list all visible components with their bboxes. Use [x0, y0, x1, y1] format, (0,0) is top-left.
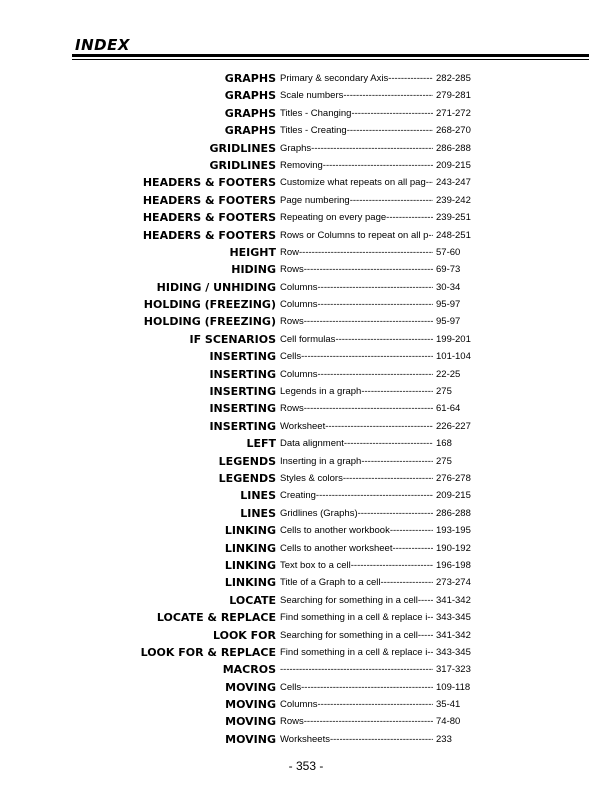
index-pages: 199-201 — [436, 333, 471, 345]
dot-leader — [325, 421, 433, 432]
index-term: HIDING — [231, 263, 276, 277]
index-entry — [0, 697, 612, 714]
index-description-text: Rows — [280, 403, 304, 415]
index-entry — [0, 297, 612, 314]
index-pages: 343-345 — [436, 612, 471, 624]
index-term: GRAPHS — [224, 106, 276, 120]
dot-leader — [392, 543, 433, 554]
index-description — [280, 90, 433, 101]
index-pages: 61-64 — [436, 403, 461, 415]
title-rule-thick — [72, 54, 589, 57]
dot-leader — [361, 386, 433, 397]
index-description-text: Data alignment — [280, 438, 344, 450]
dot-leader — [318, 299, 434, 310]
index-description — [280, 716, 433, 727]
dot-leader — [381, 577, 433, 588]
index-description — [280, 612, 433, 623]
dot-leader — [301, 351, 433, 362]
index-pages: 243-247 — [436, 177, 471, 189]
index-term: HOLDING (FREEZING) — [143, 315, 276, 329]
index-description — [280, 543, 433, 554]
index-entry — [0, 628, 612, 645]
index-description — [280, 647, 433, 658]
index-term: LINKING — [224, 558, 276, 572]
index-entry — [0, 488, 612, 505]
dot-leader — [304, 403, 433, 414]
index-description-text: Creating — [280, 490, 316, 502]
index-term: HIDING / UNHIDING — [156, 280, 276, 294]
index-term: HOLDING (FREEZING) — [143, 298, 276, 312]
index-pages: 190-192 — [436, 542, 471, 554]
index-pages: 239-251 — [436, 212, 471, 224]
dot-leader — [427, 647, 433, 658]
index-description — [280, 508, 433, 519]
index-entry — [0, 714, 612, 731]
index-description — [280, 734, 433, 745]
index-description-text: Gridlines (Graphs) — [280, 507, 358, 519]
dot-leader — [343, 473, 433, 484]
dot-leader — [390, 525, 433, 536]
dot-leader — [316, 490, 433, 501]
index-entry — [0, 262, 612, 279]
index-description-text: Find something in a cell & replace i — [280, 646, 428, 658]
index-entry — [0, 541, 612, 558]
index-pages: 22-25 — [436, 368, 461, 380]
index-pages: 74-80 — [436, 716, 461, 728]
index-term: HEIGHT — [229, 245, 276, 259]
index-term: MACROS — [222, 663, 276, 677]
index-pages: 95-97 — [436, 316, 461, 328]
index-pages: 271-272 — [436, 107, 471, 119]
index-description — [280, 73, 433, 84]
index-entry — [0, 228, 612, 245]
index-pages: 168 — [436, 438, 452, 450]
dot-leader — [330, 734, 433, 745]
index-description-text: Title of a Graph to a cell — [280, 577, 381, 589]
index-entry — [0, 349, 612, 366]
index-term: MOVING — [225, 715, 276, 729]
dot-leader — [344, 438, 433, 449]
index-term: LINES — [240, 489, 276, 503]
index-description-text: Customize what repeats on all pag — [280, 177, 426, 189]
index-description — [280, 490, 433, 501]
index-description-text: Cells — [280, 681, 302, 693]
index-term: HEADERS & FOOTERS — [142, 228, 276, 242]
index-pages: 193-195 — [436, 525, 471, 537]
dot-leader — [311, 143, 433, 154]
index-entry — [0, 523, 612, 540]
index-description-text: Titles - Creating — [280, 125, 347, 137]
index-description — [280, 525, 433, 536]
index-description-text: Graphs — [280, 142, 312, 154]
index-description-text: Repeating on every page — [280, 212, 387, 224]
index-term: INSERTING — [209, 350, 276, 364]
index-pages: 233 — [436, 733, 452, 745]
index-entry — [0, 123, 612, 140]
index-description — [280, 664, 433, 675]
index-description — [280, 195, 433, 206]
index-description — [280, 560, 433, 571]
index-description-text: Columns — [280, 368, 318, 380]
index-pages: 30-34 — [436, 281, 461, 293]
index-term: LOCATE — [229, 593, 276, 607]
dot-leader — [388, 73, 433, 84]
index-entry — [0, 106, 612, 123]
page-number: - 353 - — [288, 759, 324, 773]
index-description-text: Searching for something in a cell — [280, 594, 418, 606]
dot-leader — [351, 108, 433, 119]
index-pages: 286-288 — [436, 142, 471, 154]
index-description — [280, 316, 433, 327]
index-pages: 209-215 — [436, 490, 471, 502]
index-description-text: Legends in a graph — [280, 386, 362, 398]
index-term: INSERTING — [209, 402, 276, 416]
index-description-text: Worksheets — [280, 733, 330, 745]
dot-leader — [299, 247, 433, 258]
index-pages: 209-215 — [436, 159, 471, 171]
dot-leader — [426, 177, 433, 188]
index-description-text: Scale numbers — [280, 90, 344, 102]
index-description — [280, 247, 433, 258]
index-term: GRAPHS — [224, 89, 276, 103]
index-description-text: Searching for something in a cell — [280, 629, 418, 641]
index-pages: 57-60 — [436, 246, 461, 258]
index-description — [280, 699, 433, 710]
index-description — [280, 125, 433, 136]
dot-leader — [318, 369, 434, 380]
index-entry — [0, 314, 612, 331]
index-entry — [0, 645, 612, 662]
dot-leader — [323, 160, 433, 171]
index-description-text: Removing — [280, 159, 323, 171]
index-entry — [0, 367, 612, 384]
index-description-text: Styles & colors — [280, 472, 343, 484]
index-term: MOVING — [225, 680, 276, 694]
index-pages: 109-118 — [436, 681, 471, 693]
index-description — [280, 369, 433, 380]
index-pages: 196-198 — [436, 559, 471, 571]
index-entry — [0, 401, 612, 418]
dot-leader — [304, 316, 433, 327]
dot-leader — [418, 630, 433, 641]
index-pages: 341-342 — [436, 594, 471, 606]
index-pages: 275 — [436, 386, 452, 398]
index-pages: 273-274 — [436, 577, 471, 589]
index-description-text: Worksheet — [280, 420, 326, 432]
index-entry — [0, 436, 612, 453]
dot-leader — [301, 682, 433, 693]
index-term: GRAPHS — [224, 72, 276, 85]
index-pages: 35-41 — [436, 699, 461, 711]
index-entry — [0, 245, 612, 262]
dot-leader — [335, 334, 433, 345]
index-pages: 282-285 — [436, 73, 471, 84]
index-pages: 286-288 — [436, 507, 471, 519]
index-description-text: Rows — [280, 264, 304, 276]
title-rule-thin — [72, 59, 589, 60]
index-term: HEADERS & FOOTERS — [142, 211, 276, 225]
index-description — [280, 334, 433, 345]
index-entry — [0, 280, 612, 297]
index-description-text: Columns — [280, 281, 318, 293]
index-pages: 279-281 — [436, 90, 471, 102]
index-description — [280, 160, 433, 171]
index-description — [280, 299, 433, 310]
index-description-text: Cells to another workbook — [280, 525, 390, 537]
index-term: LEFT — [246, 437, 276, 451]
index-term: LEGENDS — [218, 454, 276, 468]
index-title: INDEX — [75, 36, 130, 54]
index-pages: 276-278 — [436, 472, 471, 484]
index-description — [280, 230, 433, 241]
index-term: MOVING — [225, 698, 276, 712]
index-description-text: Row — [280, 246, 300, 258]
index-description-text: Columns — [280, 699, 318, 711]
index-entries — [0, 71, 612, 749]
index-description-text: Columns — [280, 299, 318, 311]
index-description-text: Rows — [280, 316, 304, 328]
index-entry — [0, 506, 612, 523]
index-term: IF SCENARIOS — [189, 332, 276, 346]
index-description — [280, 403, 433, 414]
index-description — [280, 577, 433, 588]
index-entry — [0, 471, 612, 488]
index-entry — [0, 558, 612, 575]
dot-leader — [318, 699, 434, 710]
index-pages: 101-104 — [436, 351, 471, 363]
dot-leader — [351, 560, 433, 571]
index-description-text: Cell formulas — [280, 333, 336, 345]
index-description — [280, 630, 433, 641]
index-pages: 275 — [436, 455, 452, 467]
index-term: HEADERS & FOOTERS — [142, 193, 276, 207]
index-term: LINKING — [224, 524, 276, 538]
index-entry — [0, 732, 612, 749]
index-entry — [0, 575, 612, 592]
dot-leader — [350, 195, 433, 206]
index-entry — [0, 610, 612, 627]
index-entry — [0, 419, 612, 436]
index-description — [280, 456, 433, 467]
dot-leader — [318, 282, 434, 293]
index-entry — [0, 680, 612, 697]
index-description — [280, 682, 433, 693]
index-entry — [0, 662, 612, 679]
index-description — [280, 438, 433, 449]
dot-leader — [304, 264, 433, 275]
dot-leader — [347, 125, 433, 136]
index-pages: 226-227 — [436, 420, 471, 432]
index-description — [280, 264, 433, 275]
index-description — [280, 282, 433, 293]
index-description-text: Page numbering — [280, 194, 350, 206]
index-term: INSERTING — [209, 419, 276, 433]
index-term: GRIDLINES — [209, 141, 276, 155]
index-term: GRAPHS — [224, 124, 276, 138]
dot-leader — [358, 508, 433, 519]
index-term: INSERTING — [209, 385, 276, 399]
index-description-text: Inserting in a graph — [280, 455, 362, 467]
index-term: LINES — [240, 506, 276, 520]
index-entry — [0, 71, 612, 88]
index-term: LINKING — [224, 576, 276, 590]
index-term: MOVING — [225, 732, 276, 746]
index-description-text: Text box to a cell — [280, 559, 351, 571]
index-description — [280, 421, 433, 432]
dot-leader — [361, 456, 433, 467]
index-term: HEADERS & FOOTERS — [142, 176, 276, 190]
index-entry — [0, 158, 612, 175]
index-pages: 343-345 — [436, 646, 471, 658]
index-description — [280, 351, 433, 362]
index-term: LINKING — [224, 541, 276, 555]
index-description-text: Titles - Changing — [280, 107, 352, 119]
dot-leader — [343, 90, 433, 101]
index-pages: 341-342 — [436, 629, 471, 641]
index-term: INSERTING — [209, 367, 276, 381]
index-entry — [0, 193, 612, 210]
index-description — [280, 386, 433, 397]
dot-leader — [304, 716, 433, 727]
dot-leader — [427, 612, 433, 623]
index-entry — [0, 454, 612, 471]
index-pages: 317-323 — [436, 664, 471, 676]
index-pages: 268-270 — [436, 125, 471, 137]
index-entry — [0, 210, 612, 227]
index-description-text: Cells to another worksheet — [280, 542, 393, 554]
index-entry — [0, 332, 612, 349]
index-pages: 239-242 — [436, 194, 471, 206]
dot-leader — [428, 230, 433, 241]
index-description-text: Cells — [280, 351, 302, 363]
index-pages: 95-97 — [436, 299, 461, 311]
index-entry — [0, 141, 612, 158]
index-description — [280, 143, 433, 154]
dot-leader — [418, 595, 433, 606]
index-entry — [0, 88, 612, 105]
index-description — [280, 177, 433, 188]
index-pages: 69-73 — [436, 264, 461, 276]
index-description-text: Primary & secondary Axis — [280, 73, 389, 84]
index-description — [280, 108, 433, 119]
dot-leader — [280, 664, 433, 675]
index-term: LOCATE & REPLACE — [156, 611, 276, 625]
index-pages: 248-251 — [436, 229, 471, 241]
index-description — [280, 473, 433, 484]
index-description — [280, 595, 433, 606]
index-description-text: Rows or Columns to repeat on all p — [280, 229, 429, 241]
index-term: LEGENDS — [218, 471, 276, 485]
index-term: LOOK FOR — [212, 628, 276, 642]
index-description-text: Rows — [280, 716, 304, 728]
index-description-text: Find something in a cell & replace i — [280, 612, 428, 624]
index-entry — [0, 384, 612, 401]
index-term: GRIDLINES — [209, 158, 276, 172]
index-entry — [0, 593, 612, 610]
index-entry — [0, 175, 612, 192]
dot-leader — [386, 212, 433, 223]
index-term: LOOK FOR & REPLACE — [140, 645, 276, 659]
index-description — [280, 212, 433, 223]
